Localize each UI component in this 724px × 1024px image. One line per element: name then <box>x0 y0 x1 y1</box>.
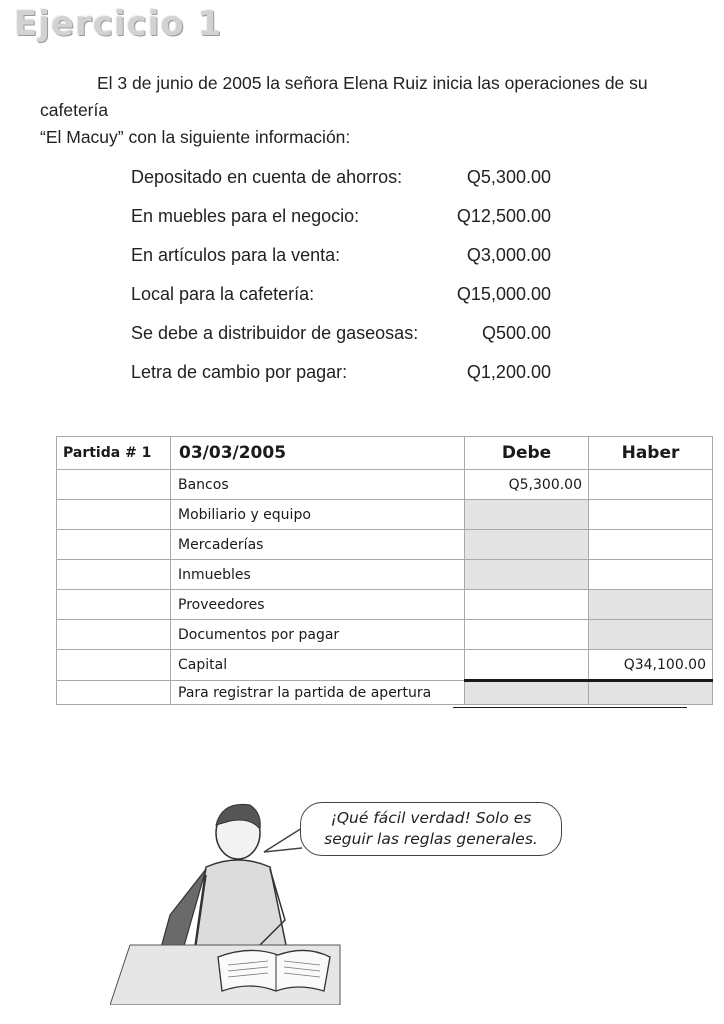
table-row <box>57 500 713 530</box>
account-cell: Mobiliario y equipo <box>171 500 465 530</box>
blank-cell <box>57 620 171 650</box>
speech-line-2: seguir las reglas generales. <box>324 830 538 848</box>
list-item <box>131 201 561 240</box>
item-label: Letra de cambio por pagar: <box>131 362 348 382</box>
entry-date: 03/03/2005 <box>171 437 465 470</box>
item-amount: Q500.00 <box>481 323 551 343</box>
haber-cell <box>589 560 713 590</box>
item-amount: Q3,000.00 <box>466 245 551 265</box>
account-cell: Proveedores <box>171 590 465 620</box>
account-cell: Mercaderías <box>171 530 465 560</box>
table-row <box>57 530 713 560</box>
blank-cell <box>57 650 171 681</box>
haber-cell <box>589 470 713 500</box>
intro-line-1: El 3 de junio de 2005 la señora Elena Ruiz inicia las operaciones de su cafetería <box>40 73 648 120</box>
item-label: Se debe a distribuidor de gaseosas: <box>131 323 419 343</box>
account-cell: Capital <box>171 650 465 681</box>
intro-line-2: “El Macuy” con la siguiente información: <box>40 127 351 147</box>
debe-header: Debe <box>465 437 589 470</box>
list-item <box>131 240 561 279</box>
entry-description: Para registrar la partida de apertura <box>171 681 465 705</box>
blank-cell <box>57 560 171 590</box>
account-cell: Documentos por pagar <box>171 620 465 650</box>
item-amount: Q5,300.00 <box>466 167 551 187</box>
table-header-row <box>57 437 713 470</box>
debe-total-cell[interactable] <box>465 681 589 705</box>
item-label: En muebles para el negocio: <box>131 206 360 226</box>
haber-cell[interactable] <box>589 590 713 620</box>
debe-cell <box>465 620 589 650</box>
table-row <box>57 620 713 650</box>
blank-cell <box>57 681 171 705</box>
haber-cell <box>589 500 713 530</box>
haber-total-cell[interactable] <box>589 681 713 705</box>
debe-cell <box>465 650 589 681</box>
haber-cell <box>589 530 713 560</box>
haber-header: Haber <box>589 437 713 470</box>
partida-header: Partida # 1 <box>57 437 171 470</box>
speech-bubble <box>300 802 562 856</box>
haber-cell: Q34,100.00 <box>589 650 713 681</box>
item-amount: Q1,200.00 <box>466 362 551 382</box>
intro-paragraph <box>40 70 720 151</box>
blank-cell <box>57 530 171 560</box>
table-row <box>57 560 713 590</box>
table-row <box>57 681 713 705</box>
table-row <box>57 650 713 681</box>
debe-cell[interactable] <box>465 560 589 590</box>
account-cell: Bancos <box>171 470 465 500</box>
initial-items-list <box>131 162 561 396</box>
list-item <box>131 357 561 396</box>
debe-cell[interactable] <box>465 530 589 560</box>
list-item <box>131 318 561 357</box>
debe-cell <box>465 590 589 620</box>
debe-cell[interactable] <box>465 500 589 530</box>
blank-cell <box>57 590 171 620</box>
blank-cell <box>57 470 171 500</box>
table-row <box>57 470 713 500</box>
table-row <box>57 590 713 620</box>
list-item <box>131 162 561 201</box>
speech-line-1: ¡Qué fácil verdad! Solo es <box>330 809 532 827</box>
item-label: Local para la cafetería: <box>131 284 315 304</box>
debe-cell: Q5,300.00 <box>465 470 589 500</box>
item-amount: Q15,000.00 <box>456 284 551 304</box>
journal-entry-table <box>56 436 713 705</box>
item-label: En artículos para la venta: <box>131 245 341 265</box>
haber-cell[interactable] <box>589 620 713 650</box>
account-cell: Inmuebles <box>171 560 465 590</box>
item-label: Depositado en cuenta de ahorros: <box>131 167 403 187</box>
list-item <box>131 279 561 318</box>
blank-cell <box>57 500 171 530</box>
item-amount: Q12,500.00 <box>456 206 551 226</box>
exercise-title: Ejercicio 1 <box>14 4 223 44</box>
total-underline <box>453 707 687 708</box>
